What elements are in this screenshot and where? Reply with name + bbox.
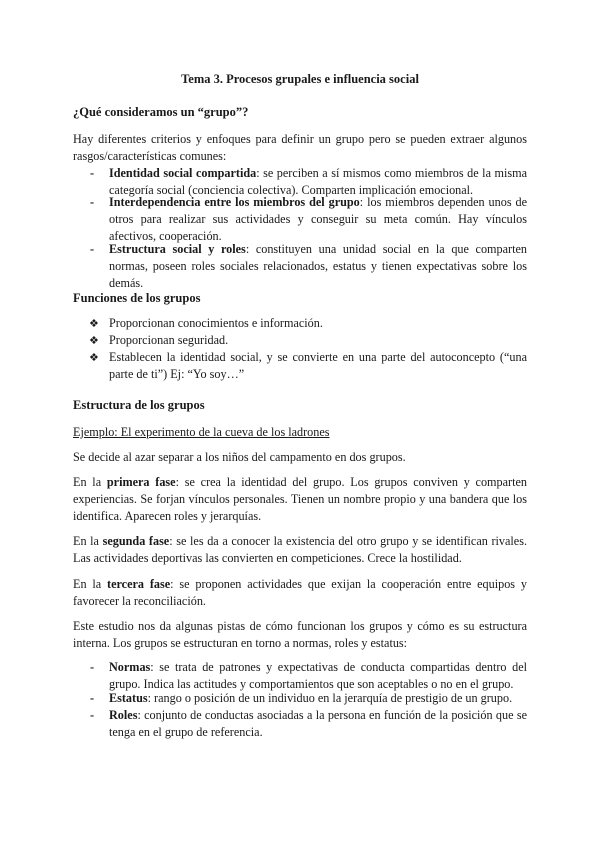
diamond-bullet-icon: ❖ bbox=[89, 334, 99, 347]
section-heading-estructura: Estructura de los grupos bbox=[73, 398, 205, 412]
paragraph: Se decide al azar separar a los niños del campamento en dos grupos. bbox=[73, 450, 406, 464]
section-heading-funciones: Funciones de los grupos bbox=[73, 291, 201, 305]
phase-text: : se les da a conocer la existencia del otro grupo y se identifican rivales. Las actividades deportivas las convierten en competiciones. Crece la hostilidad. bbox=[73, 534, 527, 565]
diamond-bullet-icon: ❖ bbox=[89, 317, 99, 330]
list-item: Proporcionan seguridad. bbox=[109, 333, 229, 347]
list-item: Establecen la identidad social, y se convierte en una parte del autoconcepto (“una parte de ti”) Ej: “Yo soy…” bbox=[109, 350, 527, 381]
list-item-term: Interdependencia entre los miembros del grupo bbox=[109, 195, 360, 209]
phase-prefix: En la bbox=[73, 534, 103, 548]
phase3-paragraph bbox=[73, 576, 527, 610]
phase-term: primera fase bbox=[106, 475, 176, 489]
list-item-term: Normas bbox=[109, 660, 151, 674]
paragraph: Este estudio nos da algunas pistas de cómo funcionan los grupos y cómo es su estructura interna. Los grupos se estructuran en torno a normas, roles y estatus: bbox=[73, 619, 527, 650]
document-title: Tema 3. Procesos grupales e influencia social bbox=[181, 72, 419, 86]
list-item-term: Estatus bbox=[109, 691, 148, 705]
list-item-text: : los miembros dependen unos de otros para realizar sus actividades y conseguir su meta común. Hay vínculos afectivos, cooperación. bbox=[109, 195, 527, 243]
dash-bullet: - bbox=[90, 166, 95, 180]
list-item-text: : rango o posición de un individuo en la jerarquía de prestigio de un grupo. bbox=[147, 691, 513, 705]
list-item bbox=[109, 241, 527, 292]
list-item-text: : conjunto de conductas asociadas a la persona en función de la posición que se tenga en el grupo de referencia. bbox=[109, 708, 527, 739]
phase-term: segunda fase bbox=[102, 534, 170, 548]
list-item-term: Identidad social compartida bbox=[109, 166, 257, 180]
dash-bullet: - bbox=[90, 691, 95, 705]
list-item bbox=[109, 194, 527, 245]
intro-paragraph: Hay diferentes criterios y enfoques para definir un grupo pero se pueden extraer algunos rasgos/características comunes: bbox=[73, 132, 527, 163]
phase-term: tercera fase bbox=[107, 577, 171, 591]
list-item bbox=[109, 659, 527, 693]
list-item-text: : se trata de patrones y expectativas de conducta compartidas dentro del grupo. Indica las actitudes y comportamientos que son aceptables o no en el grupo. bbox=[109, 660, 527, 691]
phase-text: : se proponen actividades que exijan la cooperación entre equipos y favorecer la reconciliación. bbox=[73, 577, 527, 608]
list-item bbox=[109, 707, 527, 741]
list-item bbox=[109, 690, 527, 707]
list-item-text: : constituyen una unidad social en la que comparten normas, poseen roles sociales relacionados, estatus y tienen expectativas sobre los demás. bbox=[109, 242, 527, 290]
phase-text: : se crea la identidad del grupo. Los grupos conviven y comparten experiencias. Se forjan vínculos personales. Tienen un nombre propio y una bandera que los identifica. Aparecen roles y jerarquías. bbox=[73, 475, 527, 523]
dash-bullet: - bbox=[90, 242, 95, 256]
phase2-paragraph bbox=[73, 533, 527, 567]
dash-bullet: - bbox=[90, 708, 95, 722]
diamond-bullet-icon: ❖ bbox=[89, 351, 99, 364]
phase-prefix: En la bbox=[73, 577, 108, 591]
example-heading: Ejemplo: El experimento de la cueva de los ladrones bbox=[73, 425, 330, 439]
phase-prefix: En la bbox=[73, 475, 107, 489]
list-item: Proporcionan conocimientos e información. bbox=[109, 316, 323, 330]
section-heading-grupo: ¿Qué consideramos un “grupo”? bbox=[73, 105, 249, 119]
dash-bullet: - bbox=[90, 660, 95, 674]
list-item-term: Roles bbox=[109, 708, 138, 722]
list-item-text: : se perciben a sí mismos como miembros de la misma categoría social (conciencia colectiva). Comparten implicación emocional. bbox=[109, 166, 528, 197]
dash-bullet: - bbox=[90, 195, 95, 209]
phase1-paragraph bbox=[73, 474, 527, 525]
list-item-term: Estructura social y roles bbox=[109, 242, 246, 256]
